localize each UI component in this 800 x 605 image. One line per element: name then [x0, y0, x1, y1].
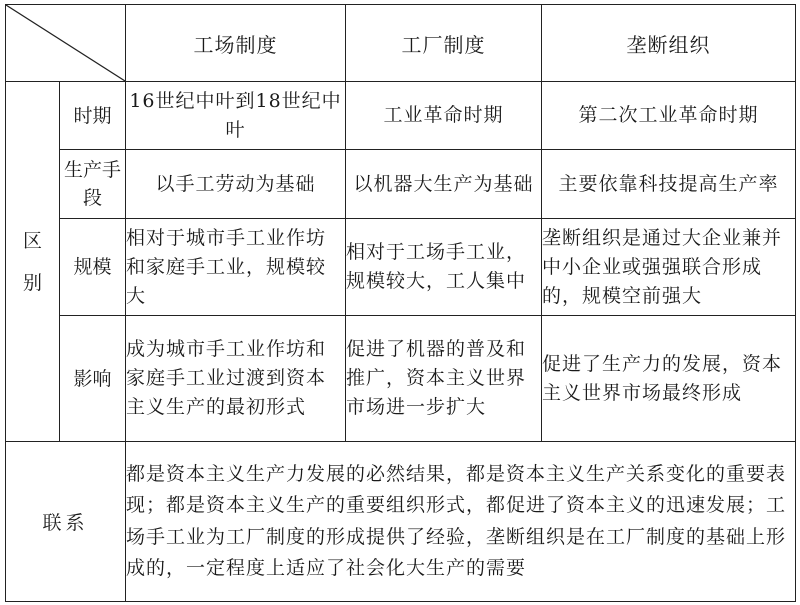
row-label-means: 生产手段 [60, 150, 126, 219]
row-period [6, 82, 796, 150]
cell-period-monopoly: 第二次工业革命时期 [542, 82, 796, 150]
cell-means-workshop: 以手工劳动为基础 [126, 150, 346, 219]
cell-period-workshop: 16世纪中叶到18世纪中叶 [126, 82, 346, 150]
header-workshop-system: 工场制度 [126, 5, 346, 82]
header-monopoly-organization: 垄断组织 [542, 5, 796, 82]
cell-connection: 都是资本主义生产力发展的必然结果，都是资本主义生产关系变化的重要表现；都是资本主义生产的重要组织形式，都促进了资本主义的迅速发展；工场手工业为工厂制度的形成提供了经验，垄断组织是在工厂制度的基础上形成的，一定程度上适应了社会化大生产的需要 [126, 442, 796, 602]
cell-scale-factory: 相对于工场手工业，规模较大，工人集中 [346, 219, 542, 316]
comparison-table [5, 4, 796, 602]
row-impact [6, 316, 796, 442]
row-label-period: 时期 [60, 82, 126, 150]
category-difference: 区别 [6, 82, 60, 442]
cell-scale-workshop: 相对于城市手工业作坊和家庭手工业，规模较大 [126, 219, 346, 316]
row-label-scale: 规模 [60, 219, 126, 316]
cell-means-monopoly: 主要依靠科技提高生产率 [542, 150, 796, 219]
diagonal-line [6, 5, 125, 81]
row-label-impact: 影响 [60, 316, 126, 442]
cell-impact-monopoly: 促进了生产力的发展，资本主义世界市场最终形成 [542, 316, 796, 442]
header-row [6, 5, 796, 82]
row-label-connection: 联系 [6, 442, 126, 602]
cell-impact-factory: 促进了机器的普及和推广，资本主义世界市场进一步扩大 [346, 316, 542, 442]
row-connection [6, 442, 796, 602]
row-means [6, 150, 796, 219]
header-factory-system: 工厂制度 [346, 5, 542, 82]
cell-period-factory: 工业革命时期 [346, 82, 542, 150]
cell-impact-workshop: 成为城市手工业作坊和家庭手工业过渡到资本主义生产的最初形式 [126, 316, 346, 442]
cell-means-factory: 以机器大生产为基础 [346, 150, 542, 219]
corner-cell [6, 5, 126, 82]
row-scale [6, 219, 796, 316]
cell-scale-monopoly: 垄断组织是通过大企业兼并中小企业或强强联合形成的，规模空前强大 [542, 219, 796, 316]
